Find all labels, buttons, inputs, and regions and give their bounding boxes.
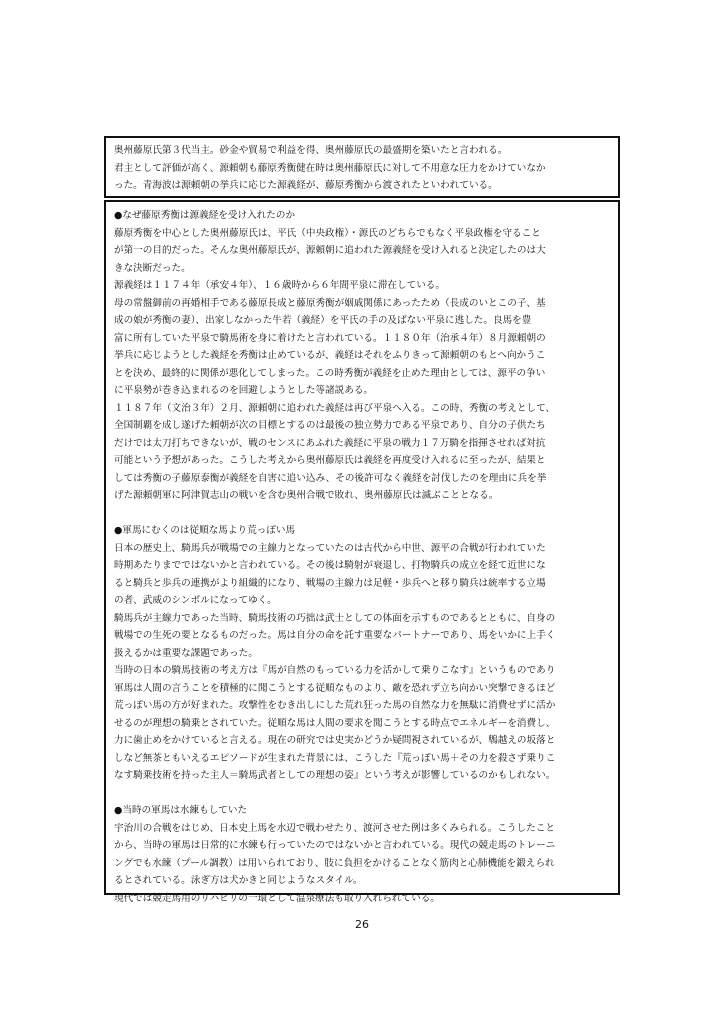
body-line: るとされている。泳ぎ方は犬かきと同じようなスタイル。 xyxy=(114,875,363,886)
body-line: 挙兵に応じようとした義経を秀衡は止めているが、義経はそれをふりきって源頼朝のもとへ向かうこ xyxy=(114,350,546,361)
body-line: １１８７年（文治３年）２月、源頼朝に追われた義経は再び平泉へ入る。この時、秀衡の考えとして、 xyxy=(114,402,556,414)
summary-line: った。青海波は源頼朝の挙兵に応じた源義経が、藤原秀衡から渡されたといわれている。 xyxy=(114,180,498,191)
body-line: だけでは太刀打ちできないが、戦のセンスにあふれた義経に平泉の戦力１７万騎を指揮させれば対抗 xyxy=(114,437,546,449)
section-heading: ●軍馬にむくのは従順な馬より荒っぽい馬 xyxy=(114,525,296,536)
body-line: から、当時の軍馬は日常的に水練も行っていたのではないかと言われている。現代の競走馬のトレーニ xyxy=(114,840,556,851)
body-line: の者、武威のシンボルになってゆく。 xyxy=(114,595,277,606)
body-line: 荒っぽい馬の方が好まれた。攻撃性をむき出しにした荒れ狂った馬の自然な力を無駄に消費せずに活か xyxy=(114,700,556,711)
body-line: 藤原秀衡を中心とした奥州藤原氏は、平氏（中央政権）・源氏のどちらでもなく平泉政権を守ること xyxy=(114,227,541,239)
body-line: 成の娘が秀衡の妻）、出家しなかった牛若（義経）を平氏の手の及ばない平泉に逃した。良馬を豊 xyxy=(114,315,532,326)
body-line: 時期あたりまでではないかと言われている。その後は騎射が衰退し、打物騎兵の成立を経て近世にな xyxy=(114,560,546,571)
body-line: 源義経は１１７４年（承安４年）、１６歳時から６年間平泉に滞在している。 xyxy=(114,280,445,291)
body-line: 軍馬は人間の言うことを積極的に聞こうとする従順なものより、敵を恐れず立ち向かい突撃できるほど xyxy=(114,682,556,694)
page-number: 26 xyxy=(355,918,369,931)
summary-box xyxy=(104,136,620,198)
section-heading: ●なぜ藤原秀衡は源義経を受け入れたのか xyxy=(114,210,296,221)
body-line: 宇治川の合戦をはじめ、日本史上馬を水辺で戦わせたり、渡河させた例は多くみられる。こうしたこと xyxy=(114,822,555,834)
paragraph-gap xyxy=(114,785,610,803)
body-line: 扱えるかは重要な課題であった。 xyxy=(114,647,258,659)
body-line: しなど無茶ともいえるエピソードが生まれた背景には、こうした『荒っぽい馬＋その力を殺さず乗りこ xyxy=(114,752,556,764)
body-line: 富に所有していた平泉で騎馬術を身に着けたと言われている。１１８０年（治承４年）８月源頼朝の xyxy=(114,332,546,344)
body-line: が第一の目的だった。そんな奥州藤原氏が、源頼朝に追われた源義経を受け入れると決定したのは大 xyxy=(114,245,546,256)
body-line: ングでも水練（プール調教）は用いられており、肢に負担をかけることなく筋肉と心肺機能を鍛えられ xyxy=(114,857,555,869)
summary-line: 奥州藤原氏第３代当主。砂金や貿易で利益を得、奥州藤原氏の最盛期を築いたと言われる。 xyxy=(114,145,508,156)
body-line: 日本の歴史上、騎馬兵が戦場での主線力となっていたのは古代から中世、源平の合戦が行われていた xyxy=(114,542,546,554)
body-line: 力に歯止めをかけていると言える。現在の研究では史実かどうか疑問視されているが、鵯越えの坂落と xyxy=(114,735,556,746)
body-line: に平泉勢が巻き込まれるのを回避しようとした等諸説ある。 xyxy=(114,385,374,396)
main-text-box xyxy=(104,200,620,904)
body-line: 母の常盤御前の再婚相手である藤原長成と藤原秀衡が姻戚関係にあったため（長成のいとこの子、基 xyxy=(114,297,546,309)
section-heading: ●当時の軍馬は水練もしていた xyxy=(114,805,248,816)
body-line: とを決め、最終的に関係が悪化してしまった。この時秀衡が義経を止めた理由としては、源平の争い xyxy=(114,367,546,379)
body-line: 当時の日本の騎馬技術の考え方は『馬が自然のもっている力を活かして乗りこなす』というものであり xyxy=(114,665,556,676)
body-line: きな決断だった。 xyxy=(114,262,191,274)
body-line: 戦場での生死の要となるものだった。馬は自分の命を託す重要なパートナーであり、馬をいかに上手く xyxy=(114,630,556,641)
body-line: しては秀衡の子藤原泰衡が義経を自害に追い込み、その後許可なく義経を討伐したのを理由に兵を挙 xyxy=(114,472,547,484)
body-line: なす騎乗技術を持った主人＝騎馬武者としての理想の姿』という考えが影響しているのかもしれない。 xyxy=(114,770,556,781)
body-line: 騎馬兵が主線力であった当時、騎馬技術の巧拙は武士としての体面を示すものであるとともに、自身の xyxy=(114,612,556,624)
paragraph-gap xyxy=(114,505,610,523)
body-line: 全国制覇を成し遂げた頼朝が次の目標とするのは最後の独立勢力である平泉であり、自分の子供たち xyxy=(114,420,546,431)
body-line: 可能という予想があった。こうした考えから奥州藤原氏は義経を再度受け入れるに至ったが、結果と xyxy=(114,455,546,466)
body-line: 現代では競走馬用のリハビリの一環として温泉療法も取り入れられている。 xyxy=(114,892,440,904)
body-line: せるのが理想の騎乗とされていた。従順な馬は人間の要求を聞こうとする時点でエネルギーを消費し、 xyxy=(114,717,556,729)
summary-line: 君主として評価が高く、源頼朝も藤原秀衡健在時は奥州藤原氏に対して不用意な圧力をかけていなか xyxy=(114,162,546,174)
body-line: ると騎兵と歩兵の連携がより組織的になり、戦場の主線力は足軽・歩兵へと移り騎兵は統率する立場 xyxy=(114,577,546,589)
body-line: げた源頼朝軍に阿津賀志山の戦いを含む奥州合戦で敗れ、奥州藤原氏は滅ぶこととなる。 xyxy=(114,490,499,501)
